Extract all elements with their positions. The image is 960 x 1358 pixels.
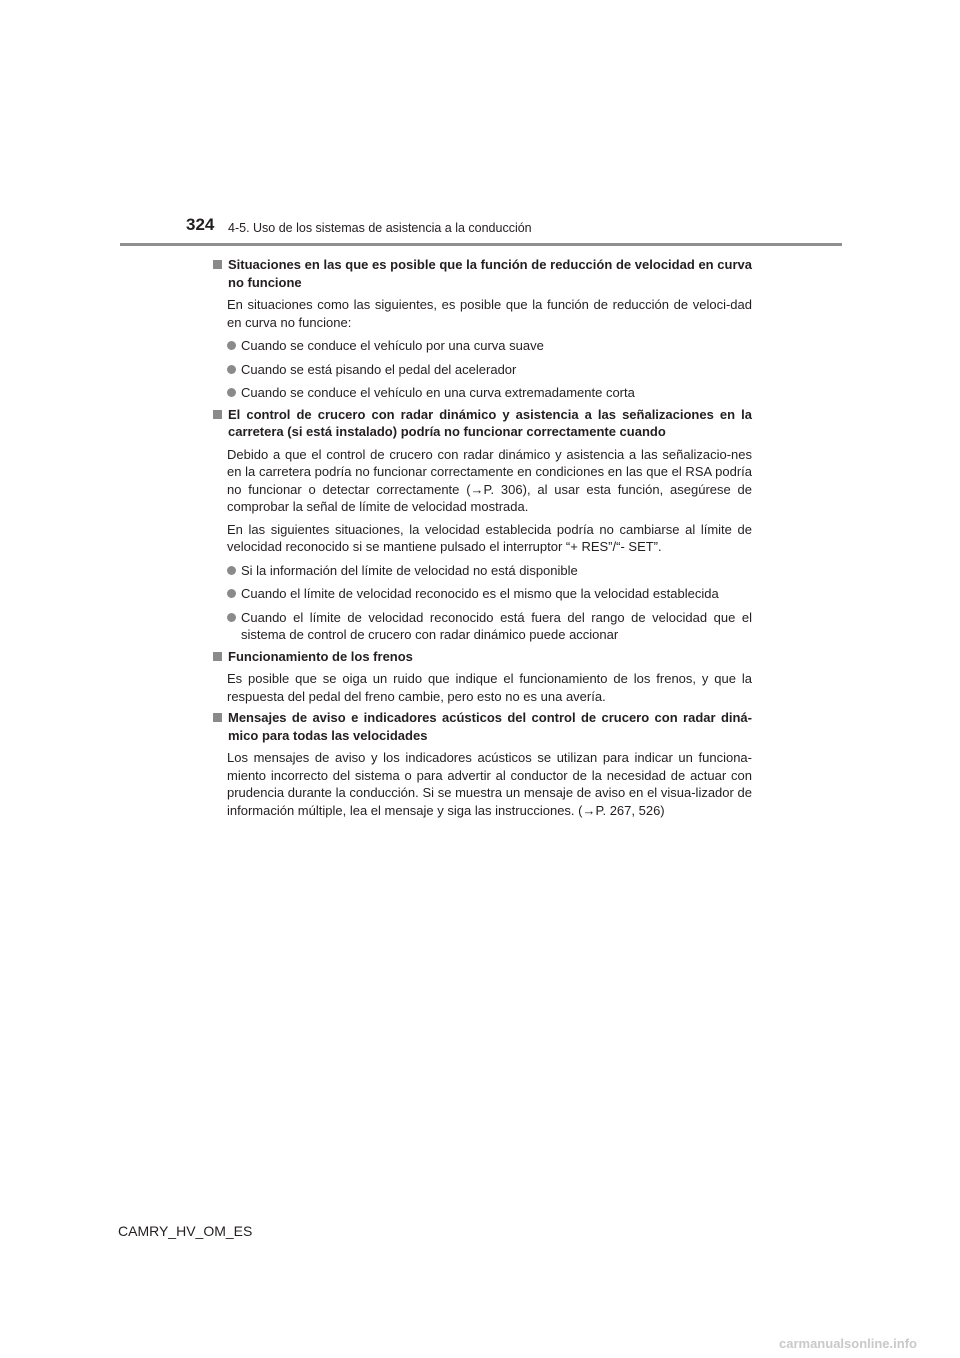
watermark: carmanualsonline.info xyxy=(779,1336,917,1351)
manual-code: CAMRY_HV_OM_ES xyxy=(118,1223,253,1239)
list-item xyxy=(227,562,752,580)
square-bullet-icon xyxy=(213,260,222,269)
section-curve-speed-reduction xyxy=(212,256,752,402)
list-item-text: Cuando se conduce el vehículo en una curva extremadamente corta xyxy=(241,385,635,400)
list-item xyxy=(227,384,752,402)
section-heading-text: Situaciones en las que es posible que la función de reducción de velocidad en curva no funcione xyxy=(228,257,752,290)
circle-bullet-icon xyxy=(227,365,236,374)
section-brake-operation xyxy=(212,648,752,706)
paragraph: Los mensajes de aviso y los indicadores acústicos se utilizan para indicar un funciona-miento incorrecto del sistema o para advertir al conductor de la necesidad de actuar con prudencia durante la conducción. Si se muestra un mensaje de aviso en el visua-lizador de información múltiple, lea el mensaje y siga las instrucciones. (→P. 267, 526) xyxy=(227,750,752,818)
paragraph: Debido a que el control de crucero con radar dinámico y asistencia a las señalizacio-nes en la carretera podría no funcionar correctamente en condiciones en las que el RSA podría no funcionar o detectar correctamente (→P. 306), al usar esta función, asegúrese de comprobar la señal de límite de velocidad mostrada. xyxy=(227,446,752,514)
list-item-text: Si la información del límite de velocidad no está disponible xyxy=(241,562,578,578)
section-road-sign-assist xyxy=(212,406,752,644)
page-content xyxy=(212,256,752,823)
section-warning-messages xyxy=(212,709,752,819)
section-heading-text: Mensajes de aviso e indicadores acústicos del control de crucero con radar diná-mico para todas las velocidades xyxy=(228,710,752,743)
section-heading xyxy=(212,256,752,291)
square-bullet-icon xyxy=(213,713,222,722)
list-item xyxy=(227,337,752,355)
section-heading-text: Funcionamiento de los frenos xyxy=(228,648,413,664)
section-heading xyxy=(212,406,752,441)
square-bullet-icon xyxy=(213,652,222,661)
list-item xyxy=(227,361,752,379)
section-heading xyxy=(212,709,752,744)
paragraph: Es posible que se oiga un ruido que indique el funcionamiento de los frenos, y que la respuesta del pedal del freno cambie, pero esto no es una avería. xyxy=(227,671,752,704)
circle-bullet-icon xyxy=(227,566,236,575)
paragraph: En las siguientes situaciones, la velocidad establecida podría no cambiarse al límite de velocidad reconocido si se mantiene pulsado el interruptor “+ RES”/“- SET”. xyxy=(227,521,752,554)
section-heading-text: El control de crucero con radar dinámico y asistencia a las señalizaciones en la carretera (si está instalado) podría no funcionar correctamente cuando xyxy=(228,406,752,439)
section-heading xyxy=(212,648,752,666)
circle-bullet-icon xyxy=(227,341,236,350)
list-item-text: Cuando se conduce el vehículo por una curva suave xyxy=(241,338,544,353)
list-item xyxy=(227,609,752,644)
circle-bullet-icon xyxy=(227,589,236,598)
page-number: 324 xyxy=(186,215,215,234)
paragraph: En situaciones como las siguientes, es posible que la función de reducción de veloci-dad en curva no funcione: xyxy=(227,297,752,330)
list-item-text: Cuando el límite de velocidad reconocido está fuera del rango de velocidad que el sistema de control de crucero con radar dinámico puede accionar xyxy=(241,609,752,642)
page-header xyxy=(0,0,960,250)
circle-bullet-icon xyxy=(227,613,236,622)
list-item-text: Cuando el límite de velocidad reconocido es el mismo que la velocidad establecida xyxy=(241,586,719,601)
list-item-text: Cuando se está pisando el pedal del acelerador xyxy=(241,361,517,377)
list-item xyxy=(227,585,752,603)
circle-bullet-icon xyxy=(227,388,236,397)
header-divider xyxy=(120,243,842,246)
square-bullet-icon xyxy=(213,410,222,419)
section-title: 4-5. Uso de los sistemas de asistencia a la conducción xyxy=(228,221,532,235)
